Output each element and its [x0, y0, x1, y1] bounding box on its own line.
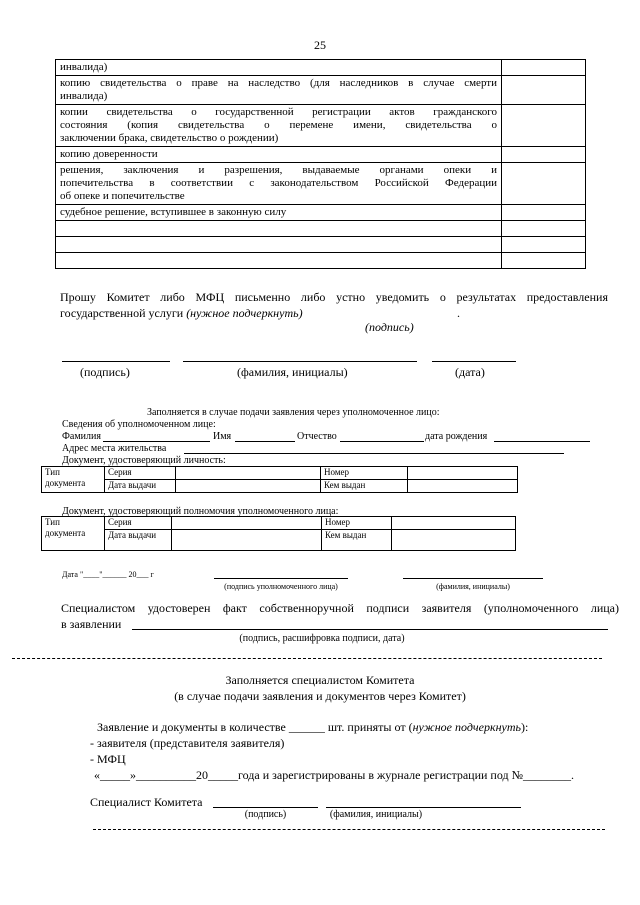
rep-patronymic-label: Отчество: [297, 431, 337, 442]
auth-doc-number-value[interactable]: [392, 517, 516, 530]
specialist-name-label: (фамилия, инициалы): [329, 809, 423, 820]
table-row: [56, 253, 586, 269]
applicant-name-line[interactable]: [183, 361, 417, 362]
id-doc-issue-date-value[interactable]: [176, 480, 321, 493]
committee-title-1: Заполняется специалистом Комитета: [225, 673, 415, 687]
rep-fio-line[interactable]: [403, 578, 543, 579]
cut-line-top: [12, 658, 602, 659]
rep-auth-doc-table: [41, 516, 516, 551]
id-doc-issue-date-label: Дата выдачи: [105, 480, 176, 493]
applicant-date-line[interactable]: [432, 361, 516, 362]
specialist-name-line[interactable]: [326, 807, 521, 808]
document-name-cell: [56, 237, 502, 253]
document-mark-cell[interactable]: [502, 253, 586, 269]
applicant-sign-line[interactable]: [62, 361, 170, 362]
document-mark-cell[interactable]: [502, 205, 586, 221]
rep-surname-label: Фамилия: [62, 431, 101, 442]
document-line: состояния (копия свидетельства о перемене имени, свидетельства о: [60, 119, 497, 131]
notify-line-1: Прошу Комитет либо МФЦ письменно либо устно уведомить о результатах предоставления: [60, 290, 608, 304]
document-mark-cell[interactable]: [502, 105, 586, 147]
notify-hint: (нужное подчеркнуть): [186, 306, 303, 320]
auth-doc-issued-by-value[interactable]: [392, 530, 516, 551]
rep-name-field[interactable]: [235, 441, 295, 442]
table-row: [56, 105, 586, 147]
rep-sign-line[interactable]: [214, 578, 348, 579]
id-doc-number-value[interactable]: [408, 467, 518, 480]
document-line: инвалида): [60, 61, 108, 73]
document-mark-cell[interactable]: [502, 237, 586, 253]
table-row: [56, 163, 586, 205]
document-line: попечительства в соответствии с законодательством Российской Федерации: [60, 177, 497, 189]
document-line: решения, заключения и разрешения, выдаваемые органами опеки и: [60, 164, 497, 176]
rep-heading: Заполняется в случае подачи заявления через уполномоченное лицо:: [147, 407, 440, 418]
document-name-cell: [56, 147, 502, 163]
document-name-cell: [56, 253, 502, 269]
rep-fio-label: (фамилия, инициалы): [436, 582, 510, 591]
certify-line-1: Специалистом удостоверен факт собственноручной подписи заявителя (уполномоченного лица): [61, 601, 619, 615]
document-name-cell: [56, 60, 502, 76]
rep-patronymic-field[interactable]: [340, 441, 424, 442]
rep-address-label: Адрес места жительства: [62, 443, 167, 454]
document-name-cell: [56, 163, 502, 205]
auth-doc-number-label: Номер: [322, 517, 392, 530]
document-line: судебное решение, вступившее в законную силу: [60, 206, 287, 218]
notify-period: .: [457, 306, 460, 320]
document-mark-cell[interactable]: [502, 76, 586, 105]
table-row: [56, 237, 586, 253]
table-row: [56, 60, 586, 76]
id-doc-series-value[interactable]: [176, 467, 321, 480]
documents-table: [55, 59, 586, 269]
id-doc-type-cell: Тип документа: [42, 467, 105, 493]
table-row: [56, 147, 586, 163]
document-line: копии свидетельства о государственной регистрации актов гражданского: [60, 106, 497, 118]
rep-birthdate-label: дата рождения: [425, 431, 488, 442]
certify-line-2: в заявлении: [61, 617, 122, 631]
rep-surname-field[interactable]: [103, 441, 210, 442]
auth-doc-type-cell: Тип документа: [42, 517, 105, 551]
id-doc-issued-by-value[interactable]: [408, 480, 518, 493]
document-mark-cell[interactable]: [502, 221, 586, 237]
auth-doc-issue-date-value[interactable]: [172, 530, 322, 551]
rep-address-field[interactable]: [184, 453, 564, 454]
rep-info: Сведения об уполномоченном лице:: [62, 419, 216, 430]
document-name-cell: [56, 205, 502, 221]
auth-doc-series-value[interactable]: [172, 517, 322, 530]
document-mark-cell[interactable]: [502, 60, 586, 76]
auth-doc-issue-date-label: Дата выдачи: [105, 530, 172, 551]
committee-option-mfc[interactable]: - МФЦ: [90, 752, 126, 766]
page-number: 25: [314, 38, 326, 52]
committee-registered: «_____»__________20_____года и зарегистрированы в журнале регистрации под №________.: [94, 768, 575, 782]
auth-doc-series-label: Серия: [105, 517, 172, 530]
rep-id-doc-heading: Документ, удостоверяющий личность:: [62, 455, 226, 466]
rep-name-label: Имя: [213, 431, 232, 442]
document-line: копию свидетельства о праве на наследство (для наследников в случае смерти: [60, 77, 497, 89]
applicant-sign-label: (подпись): [80, 365, 130, 379]
rep-auth-doc-heading: Документ, удостоверяющий полномочия уполномоченного лица:: [62, 506, 339, 517]
committee-accepted: Заявление и документы в количестве ______ шт. приняты от (нужное подчеркнуть):: [97, 720, 529, 734]
document-line: копию доверенности: [60, 148, 158, 160]
table-row: [56, 76, 586, 105]
applicant-date-label: (дата): [455, 365, 485, 379]
id-doc-number-label: Номер: [321, 467, 408, 480]
document-mark-cell[interactable]: [502, 163, 586, 205]
committee-title-2: (в случае подачи заявления и документов через Комитет): [174, 689, 466, 703]
certify-signature-line[interactable]: [132, 629, 608, 630]
rep-sign-label: (подпись уполномоченного лица): [224, 582, 338, 591]
rep-id-doc-table: [41, 466, 518, 493]
rep-birthdate-field[interactable]: [494, 441, 590, 442]
document-name-cell: [56, 221, 502, 237]
document-name-cell: [56, 76, 502, 105]
notify-sign-hint: (подпись): [365, 320, 414, 334]
id-doc-series-label: Серия: [105, 467, 176, 480]
document-line: инвалида): [60, 90, 108, 102]
document-mark-cell[interactable]: [502, 147, 586, 163]
notify-line-2: государственной услуги (нужное подчеркнуть): [60, 306, 303, 320]
specialist-sign-label: (подпись): [244, 809, 287, 820]
id-doc-issued-by-label: Кем выдан: [321, 480, 408, 493]
certify-caption: (подпись, расшифровка подписи, дата): [239, 633, 405, 644]
committee-specialist-label: Специалист Комитета: [90, 795, 203, 809]
table-row: [56, 221, 586, 237]
specialist-sign-line[interactable]: [213, 807, 318, 808]
rep-date-line: Дата "____"______ 20___ г: [62, 570, 154, 579]
table-row: [56, 205, 586, 221]
document-line: заключении брака, свидетельство о рождении): [60, 132, 279, 144]
cut-line-bottom: [93, 829, 605, 830]
document-name-cell: [56, 105, 502, 147]
committee-option-applicant[interactable]: - заявителя (представителя заявителя): [90, 736, 285, 750]
document-line: об опеке и попечительстве: [60, 190, 185, 202]
auth-doc-issued-by-label: Кем выдан: [322, 530, 392, 551]
applicant-name-label: (фамилия, инициалы): [237, 365, 348, 379]
